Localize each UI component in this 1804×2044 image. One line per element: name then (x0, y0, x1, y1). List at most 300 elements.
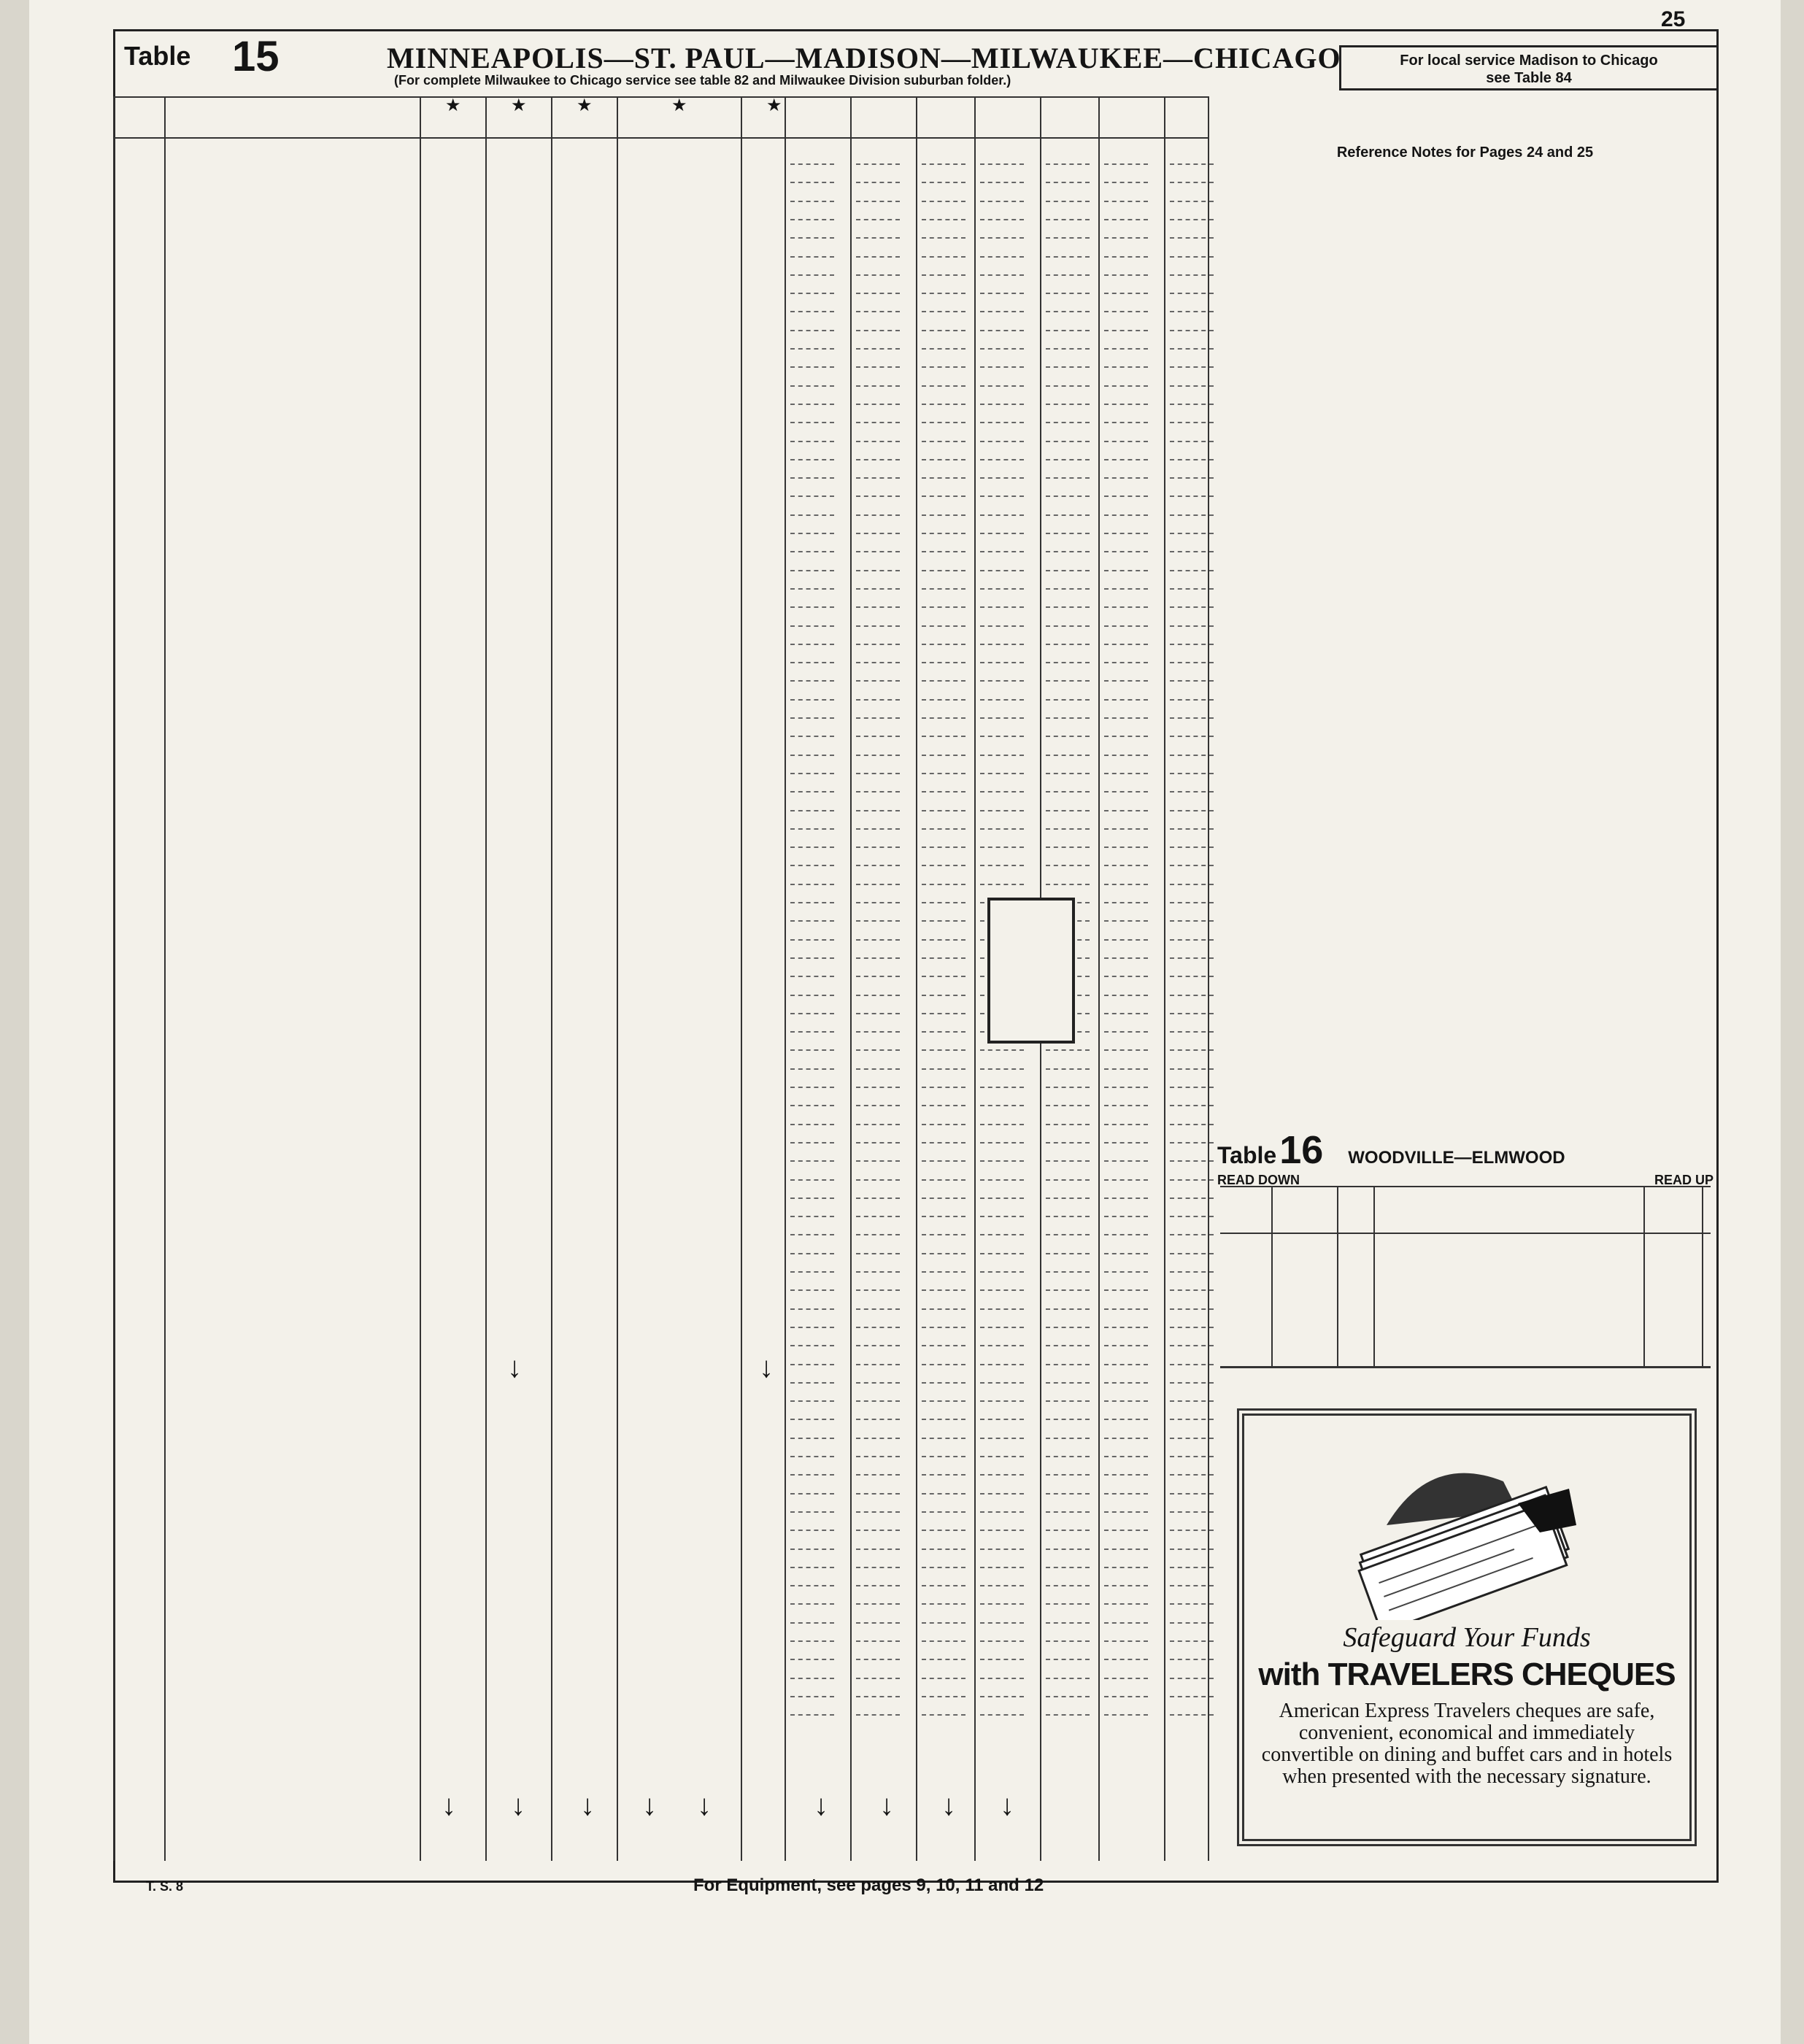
empty-cell-dash (1170, 736, 1214, 737)
empty-cell-dash (790, 1068, 834, 1070)
empty-cell-dash (922, 219, 965, 220)
station-row (113, 258, 1208, 277)
empty-cell-dash (1104, 644, 1148, 645)
empty-cell-dash (1170, 1456, 1214, 1457)
station-row (113, 590, 1208, 609)
empty-cell-dash (1104, 976, 1148, 977)
station-row (113, 1311, 1208, 1329)
empty-cell-dash (790, 1308, 834, 1310)
empty-cell-dash (790, 810, 834, 811)
empty-cell-dash (1170, 662, 1214, 663)
empty-cell-dash (980, 791, 1024, 792)
empty-cell-dash (980, 606, 1024, 608)
empty-cell-dash (1170, 274, 1214, 276)
empty-cell-dash (922, 1087, 965, 1088)
empty-cell-dash (1046, 330, 1090, 331)
empty-cell-dash (1170, 219, 1214, 220)
empty-cell-dash (1170, 1216, 1214, 1217)
empty-cell-dash (922, 1603, 965, 1605)
empty-cell-dash (922, 920, 965, 922)
station-row (113, 1606, 1208, 1624)
empty-cell-dash (1046, 1400, 1090, 1402)
station-row (113, 868, 1208, 886)
empty-cell-dash (856, 625, 900, 627)
empty-cell-dash (1104, 920, 1148, 922)
empty-cell-dash (980, 625, 1024, 627)
station-row (113, 572, 1208, 590)
empty-cell-dash (980, 551, 1024, 552)
empty-cell-dash (1046, 1640, 1090, 1642)
empty-cell-dash (790, 1179, 834, 1181)
empty-cell-dash (980, 1640, 1024, 1642)
empty-cell-dash (980, 293, 1024, 294)
empty-cell-dash (1046, 1511, 1090, 1513)
empty-cell-dash (856, 1456, 900, 1457)
empty-cell-dash (1046, 422, 1090, 423)
empty-cell-dash (856, 237, 900, 239)
empty-cell-dash (980, 274, 1024, 276)
empty-cell-dash (1104, 1511, 1148, 1513)
station-row (113, 757, 1208, 775)
empty-cell-dash (922, 495, 965, 497)
empty-cell-dash (980, 1160, 1024, 1162)
empty-cell-dash (1170, 237, 1214, 239)
empty-cell-dash (922, 1142, 965, 1144)
local-service-line1: For local service Madison to Chicago (1400, 53, 1658, 69)
empty-cell-dash (980, 1068, 1024, 1070)
empty-cell-dash (980, 348, 1024, 350)
empty-cell-dash (1046, 201, 1090, 202)
empty-cell-dash (1104, 1234, 1148, 1235)
empty-cell-dash (790, 330, 834, 331)
empty-cell-dash (1170, 1549, 1214, 1550)
station-row (113, 1458, 1208, 1476)
empty-cell-dash (1170, 1160, 1214, 1162)
down-arrow-icon: ↓ (642, 1789, 657, 1821)
empty-cell-dash (922, 902, 965, 903)
empty-cell-dash (856, 1013, 900, 1014)
empty-cell-dash (1170, 810, 1214, 811)
empty-cell-dash (1104, 1049, 1148, 1051)
empty-cell-dash (790, 1696, 834, 1697)
empty-cell-dash (1046, 680, 1090, 682)
empty-cell-dash (1170, 256, 1214, 258)
empty-cell-dash (1046, 1659, 1090, 1660)
station-row (113, 295, 1208, 313)
empty-cell-dash (1170, 1068, 1214, 1070)
empty-cell-dash (922, 1068, 965, 1070)
empty-cell-dash (1104, 1659, 1148, 1660)
table16-col-line (1373, 1187, 1375, 1366)
down-arrow-icon: ↓ (759, 1351, 774, 1384)
empty-cell-dash (790, 939, 834, 941)
empty-cell-dash (1046, 551, 1090, 552)
table16-col-line (1271, 1187, 1273, 1366)
empty-cell-dash (1046, 182, 1090, 183)
empty-cell-dash (1046, 1179, 1090, 1181)
empty-cell-dash (1104, 1031, 1148, 1033)
empty-cell-dash (856, 1345, 900, 1346)
empty-cell-dash (1104, 1493, 1148, 1495)
empty-cell-dash (980, 441, 1024, 442)
empty-cell-dash (980, 717, 1024, 719)
empty-cell-dash (790, 1124, 834, 1125)
empty-cell-dash (790, 1567, 834, 1568)
station-row (113, 1662, 1208, 1680)
empty-cell-dash (980, 1327, 1024, 1328)
empty-cell-dash (922, 1549, 965, 1550)
empty-cell-dash (980, 1438, 1024, 1439)
empty-cell-dash (980, 1419, 1024, 1420)
empty-cell-dash (922, 588, 965, 590)
empty-cell-dash (856, 1493, 900, 1495)
empty-cell-dash (856, 163, 900, 165)
empty-cell-dash (1046, 1160, 1090, 1162)
empty-cell-dash (922, 1031, 965, 1033)
table16-col-line (1702, 1187, 1703, 1366)
empty-cell-dash (790, 680, 834, 682)
empty-cell-dash (856, 311, 900, 312)
empty-cell-dash (1170, 1234, 1214, 1235)
empty-cell-dash (980, 1308, 1024, 1310)
station-row (113, 1144, 1208, 1162)
station-row (113, 1052, 1208, 1071)
empty-cell-dash (790, 182, 834, 183)
empty-cell-dash (790, 736, 834, 737)
empty-cell-dash (1104, 201, 1148, 202)
empty-cell-dash (1104, 1382, 1148, 1384)
empty-cell-dash (1046, 1345, 1090, 1346)
empty-cell-dash (980, 1696, 1024, 1697)
empty-cell-dash (790, 293, 834, 294)
empty-cell-dash (1170, 1049, 1214, 1051)
empty-cell-dash (1170, 1714, 1214, 1716)
station-row (113, 277, 1208, 295)
empty-cell-dash (1046, 662, 1090, 663)
empty-cell-dash (1170, 1530, 1214, 1531)
empty-cell-dash (922, 736, 965, 737)
empty-cell-dash (1170, 514, 1214, 516)
empty-cell-dash (856, 1585, 900, 1586)
empty-cell-dash (980, 1511, 1024, 1513)
empty-cell-dash (980, 459, 1024, 460)
empty-cell-dash (856, 791, 900, 792)
empty-cell-dash (1170, 755, 1214, 756)
empty-cell-dash (980, 1049, 1024, 1051)
empty-cell-dash (1104, 1567, 1148, 1568)
empty-cell-dash (856, 219, 900, 220)
empty-cell-dash (1046, 1678, 1090, 1679)
read-down: READ DOWN (1217, 1173, 1300, 1187)
empty-cell-dash (790, 551, 834, 552)
station-row (113, 794, 1208, 812)
empty-cell-dash (1170, 606, 1214, 608)
empty-cell-dash (856, 1438, 900, 1439)
empty-cell-dash (922, 1640, 965, 1642)
empty-cell-dash (1170, 1198, 1214, 1199)
empty-cell-dash (980, 256, 1024, 258)
empty-cell-dash (922, 1216, 965, 1217)
station-row (113, 1624, 1208, 1643)
empty-cell-dash (790, 1659, 834, 1660)
empty-cell-dash (980, 495, 1024, 497)
empty-cell-dash (1104, 182, 1148, 183)
empty-cell-dash (790, 1382, 834, 1384)
empty-cell-dash (1104, 533, 1148, 534)
station-row (113, 1108, 1208, 1126)
empty-cell-dash (922, 1234, 965, 1235)
empty-cell-dash (980, 201, 1024, 202)
empty-cell-dash (1104, 995, 1148, 996)
empty-cell-dash (980, 1400, 1024, 1402)
table16-col-line (1337, 1187, 1338, 1366)
empty-cell-dash (790, 644, 834, 645)
empty-cell-dash (1170, 588, 1214, 590)
empty-cell-dash (1170, 201, 1214, 202)
empty-cell-dash (856, 441, 900, 442)
empty-cell-dash (790, 348, 834, 350)
empty-cell-dash (980, 588, 1024, 590)
empty-cell-dash (980, 477, 1024, 479)
empty-cell-dash (790, 1345, 834, 1346)
empty-cell-dash (1170, 1419, 1214, 1420)
station-row (113, 1532, 1208, 1551)
empty-cell-dash (1170, 995, 1214, 996)
station-row (113, 609, 1208, 628)
empty-cell-dash (922, 1105, 965, 1106)
station-row (113, 221, 1208, 239)
empty-cell-dash (922, 1160, 965, 1162)
empty-cell-dash (1104, 736, 1148, 737)
empty-cell-dash (1046, 311, 1090, 312)
empty-cell-dash (1104, 404, 1148, 405)
empty-cell-dash (790, 1530, 834, 1531)
station-row (113, 1698, 1208, 1716)
empty-cell-dash (856, 662, 900, 663)
empty-cell-dash (980, 699, 1024, 701)
empty-cell-dash (980, 1714, 1024, 1716)
empty-cell-dash (980, 644, 1024, 645)
empty-cell-dash (1046, 1068, 1090, 1070)
empty-cell-dash (856, 920, 900, 922)
empty-cell-dash (790, 256, 834, 258)
empty-cell-dash (790, 1456, 834, 1457)
empty-cell-dash (790, 477, 834, 479)
table16-title: WOODVILLE—ELMWOOD (1348, 1148, 1565, 1168)
empty-cell-dash (1104, 1013, 1148, 1014)
empty-cell-dash (856, 957, 900, 959)
empty-cell-dash (790, 588, 834, 590)
empty-cell-dash (922, 404, 965, 405)
empty-cell-dash (980, 828, 1024, 830)
empty-cell-dash (790, 422, 834, 423)
empty-cell-dash (980, 385, 1024, 387)
empty-cell-dash (1046, 1049, 1090, 1051)
station-row (113, 350, 1208, 369)
empty-cell-dash (1170, 920, 1214, 922)
empty-cell-dash (1170, 884, 1214, 885)
empty-cell-dash (922, 1419, 965, 1420)
empty-cell-dash (980, 736, 1024, 737)
empty-cell-dash (1104, 1216, 1148, 1217)
empty-cell-dash (856, 773, 900, 774)
empty-cell-dash (1170, 939, 1214, 941)
empty-cell-dash (922, 514, 965, 516)
empty-cell-dash (1104, 717, 1148, 719)
empty-cell-dash (922, 311, 965, 312)
empty-cell-dash (790, 1678, 834, 1679)
station-row (113, 1680, 1208, 1698)
station-row (113, 1551, 1208, 1569)
empty-cell-dash (1104, 902, 1148, 903)
empty-cell-dash (1170, 717, 1214, 719)
empty-cell-dash (980, 237, 1024, 239)
station-row (113, 1071, 1208, 1089)
empty-cell-dash (1104, 441, 1148, 442)
empty-cell-dash (922, 625, 965, 627)
empty-cell-dash (856, 201, 900, 202)
empty-cell-dash (856, 699, 900, 701)
empty-cell-dash (1104, 1530, 1148, 1531)
empty-cell-dash (790, 1234, 834, 1235)
empty-cell-dash (980, 1271, 1024, 1273)
empty-cell-dash (1046, 256, 1090, 258)
empty-cell-dash (790, 995, 834, 996)
empty-cell-dash (1104, 1124, 1148, 1125)
station-row (113, 1495, 1208, 1513)
empty-cell-dash (1046, 1124, 1090, 1125)
empty-cell-dash (1104, 1105, 1148, 1106)
empty-cell-dash (1046, 348, 1090, 350)
empty-cell-dash (1170, 1474, 1214, 1476)
empty-cell-dash (980, 1603, 1024, 1605)
empty-cell-dash (790, 1031, 834, 1033)
empty-cell-dash (856, 1400, 900, 1402)
ad-headline-1: Safeguard Your Funds (1343, 1622, 1591, 1653)
star-icon: ★ (671, 96, 687, 115)
empty-cell-dash (856, 1678, 900, 1679)
empty-cell-dash (922, 810, 965, 811)
empty-cell-dash (1170, 625, 1214, 627)
empty-cell-dash (1046, 625, 1090, 627)
empty-cell-dash (856, 1271, 900, 1273)
station-row (113, 1181, 1208, 1200)
empty-cell-dash (1170, 330, 1214, 331)
empty-cell-dash (1046, 570, 1090, 571)
down-arrow-icon: ↓ (814, 1789, 828, 1821)
station-row (113, 387, 1208, 406)
empty-cell-dash (790, 791, 834, 792)
table16-label: Table (1217, 1142, 1277, 1168)
empty-cell-dash (1170, 1087, 1214, 1088)
station-row (113, 535, 1208, 553)
empty-cell-dash (922, 330, 965, 331)
empty-cell-dash (1046, 1696, 1090, 1697)
empty-cell-dash (1104, 625, 1148, 627)
empty-cell-dash (922, 1179, 965, 1181)
empty-cell-dash (1170, 1603, 1214, 1605)
empty-cell-dash (790, 570, 834, 571)
empty-cell-dash (1046, 1198, 1090, 1199)
empty-cell-dash (856, 1382, 900, 1384)
empty-cell-dash (1104, 588, 1148, 590)
empty-cell-dash (1170, 1179, 1214, 1181)
empty-cell-dash (1046, 366, 1090, 368)
empty-cell-dash (1170, 1678, 1214, 1679)
empty-cell-dash (1104, 1253, 1148, 1254)
station-row (113, 1569, 1208, 1587)
empty-cell-dash (980, 1198, 1024, 1199)
empty-cell-dash (790, 1603, 834, 1605)
table15-number: 15 (232, 33, 280, 80)
empty-cell-dash (1104, 514, 1148, 516)
empty-cell-dash (922, 717, 965, 719)
station-row (113, 1513, 1208, 1532)
empty-cell-dash (1170, 1271, 1214, 1273)
empty-cell-dash (980, 1345, 1024, 1346)
empty-cell-dash (1170, 182, 1214, 183)
empty-cell-dash (856, 884, 900, 885)
empty-cell-dash (1046, 237, 1090, 239)
station-row (113, 1292, 1208, 1311)
empty-cell-dash (1104, 828, 1148, 830)
empty-cell-dash (922, 1382, 965, 1384)
empty-cell-dash (1170, 699, 1214, 701)
empty-cell-dash (856, 293, 900, 294)
empty-cell-dash (790, 1013, 834, 1014)
empty-cell-dash (922, 1308, 965, 1310)
empty-cell-dash (922, 606, 965, 608)
empty-cell-dash (1170, 533, 1214, 534)
empty-cell-dash (856, 459, 900, 460)
empty-cell-dash (1170, 551, 1214, 552)
empty-cell-dash (1170, 1640, 1214, 1642)
empty-cell-dash (790, 1549, 834, 1550)
station-row (113, 369, 1208, 387)
empty-cell-dash (1104, 570, 1148, 571)
down-arrow-icon: ↓ (1000, 1789, 1014, 1821)
empty-cell-dash (922, 1253, 965, 1254)
empty-cell-dash (790, 1216, 834, 1217)
station-row (113, 1255, 1208, 1273)
empty-cell-dash (790, 662, 834, 663)
empty-cell-dash (980, 1105, 1024, 1106)
empty-cell-dash (790, 884, 834, 885)
empty-cell-dash (922, 1400, 965, 1402)
empty-cell-dash (1170, 1364, 1214, 1365)
empty-cell-dash (1104, 1160, 1148, 1162)
station-row (113, 1273, 1208, 1292)
empty-cell-dash (856, 995, 900, 996)
empty-cell-dash (856, 1049, 900, 1051)
empty-cell-dash (1170, 1567, 1214, 1568)
empty-cell-dash (1170, 366, 1214, 368)
empty-cell-dash (1170, 773, 1214, 774)
empty-cell-dash (1104, 551, 1148, 552)
empty-cell-dash (1104, 884, 1148, 885)
empty-cell-dash (790, 1364, 834, 1365)
empty-cell-dash (790, 957, 834, 959)
cheque-book-icon (1321, 1430, 1613, 1620)
empty-cell-dash (790, 773, 834, 774)
empty-cell-dash (922, 1567, 965, 1568)
empty-cell-dash (856, 1068, 900, 1070)
empty-cell-dash (1104, 791, 1148, 792)
down-arrow-icon: ↓ (511, 1789, 525, 1821)
station-row (113, 443, 1208, 461)
station-row (113, 1348, 1208, 1366)
empty-cell-dash (790, 495, 834, 497)
